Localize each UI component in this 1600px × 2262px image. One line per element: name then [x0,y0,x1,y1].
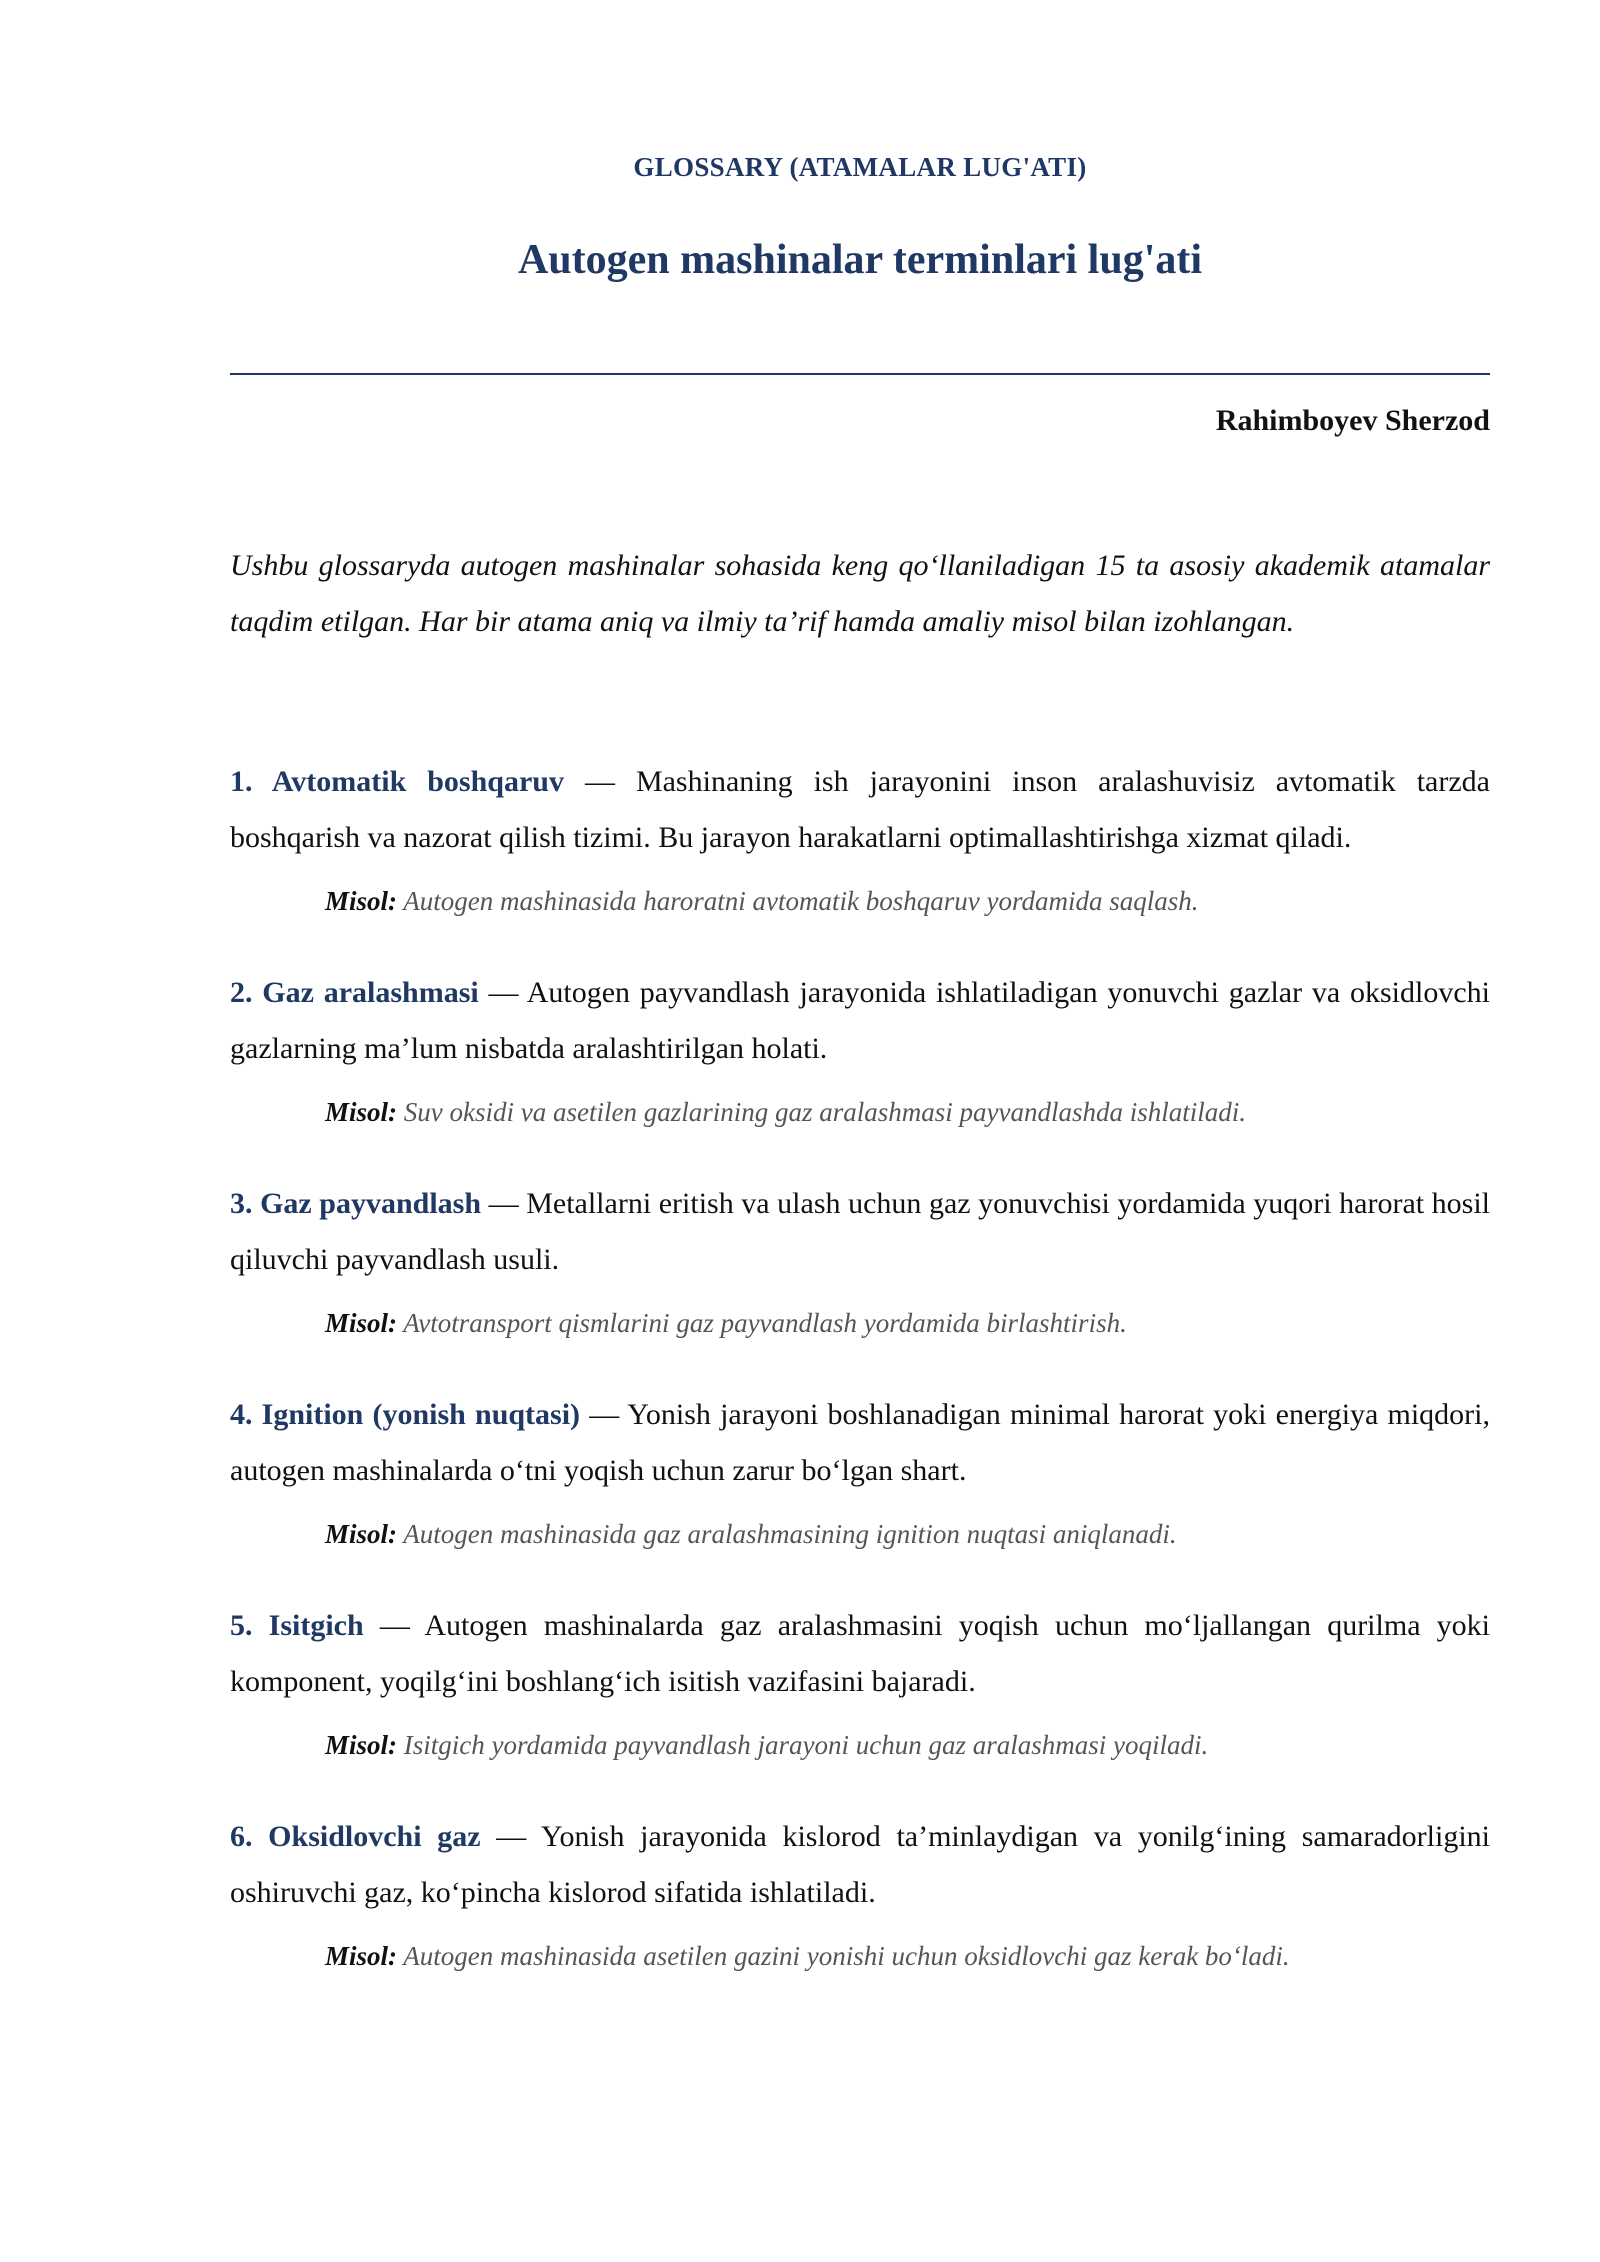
entry-term: 4. Ignition (yonish nuqtasi) [230,1398,581,1431]
entry-dash: — [580,1398,628,1431]
glossary-entry [230,1387,1490,1598]
entry-example [325,886,1199,917]
document-title: Autogen mashinalar terminlari lug'ati [517,237,1203,283]
glossary-entry [230,965,1490,1176]
example-label: Misol: [325,1941,398,1971]
entry-definition: Yonish jarayoni boshlanadigan minimal harorat yoki energiya miqdori, autogen mashinalarda o‘tni yoqish uchun zarur bo‘lgan shart. [230,1398,1491,1487]
intro-paragraph: Ushbu glossaryda autogen mashinalar sohasida keng qo‘llaniladigan 15 ta asosiy akademik atamalar taqdim etilgan. Har bir atama aniq va ilmiy ta’rif hamda amaliy misol bilan izohlangan. [230,549,1490,638]
entry-dash: — [363,1609,425,1642]
glossary-entry [230,1176,1490,1387]
example-label: Misol: [325,1308,398,1338]
glossary-entry [230,1809,1490,2020]
entry-definition-paragraph [230,754,1490,866]
entry-example [325,1941,1290,1972]
example-text: Autogen mashinasida haroratni avtomatik boshqaruv yordamida saqlash. [403,886,1199,916]
example-label: Misol: [325,1097,398,1127]
example-text: Suv oksidi va asetilen gazlarining gaz aralashmasi payvandlashda ishlatiladi. [403,1097,1246,1127]
entry-definition-paragraph [230,1387,1490,1499]
glossary-entry [230,1598,1490,1809]
glossary-entry [230,754,1490,965]
entry-example [325,1308,1127,1339]
title-divider [230,373,1490,375]
entry-definition: Metallarni eritish va ulash uchun gaz yonuvchisi yordamida yuqori harorat hosil qiluvchi payvandlash usuli. [230,1187,1491,1276]
example-label: Misol: [325,1730,398,1760]
example-label: Misol: [325,1519,398,1549]
entry-term: 1. Avtomatik boshqaruv [230,765,564,798]
author-name: Rahimboyev Sherzod [1215,404,1490,437]
entry-definition-paragraph [230,1809,1490,1921]
entry-definition: Autogen mashinalarda gaz aralashmasini yoqish uchun mo‘ljallangan qurilma yoki komponent, yoqilg‘ini boshlang‘ich isitish vazifasini bajaradi. [230,1609,1490,1698]
example-text: Autogen mashinasida gaz aralashmasining ignition nuqtasi aniqlanadi. [403,1519,1177,1549]
entry-definition: Yonish jarayonida kislorod ta’minlaydigan va yonilg‘ining samaradorligini oshiruvchi gaz, ko‘pincha kislorod sifatida ishlatiladi. [230,1820,1491,1909]
entry-definition: Autogen payvandlash jarayonida ishlatiladigan yonuvchi gazlar va oksidlovchi gazlarning ma’lum nisbatda aralashtirilgan holati. [230,976,1490,1065]
example-text: Avtotransport qismlarini gaz payvandlash yordamida birlashtirish. [403,1308,1127,1338]
entry-example [325,1519,1177,1550]
document-supertitle: GLOSSARY (ATAMALAR LUG'ATI) [633,152,1087,182]
entry-example [325,1097,1246,1128]
entry-dash: — [481,1187,527,1220]
entry-example [325,1730,1208,1761]
entry-definition-paragraph [230,1176,1490,1288]
example-label: Misol: [325,886,398,916]
entry-term: 6. Oksidlovchi gaz [230,1820,481,1853]
entry-dash: — [480,1820,541,1853]
entry-term: 2. Gaz aralashmasi [230,976,479,1009]
entry-definition: Mashinaning ish jarayonini inson aralashuvisiz avtomatik tarzda boshqarish va nazorat qilish tizimi. Bu jarayon harakatlarni optimallashtirishga xizmat qiladi. [230,765,1490,854]
entry-term: 3. Gaz payvandlash [230,1187,482,1220]
entry-term: 5. Isitgich [230,1609,364,1642]
example-text: Autogen mashinasida asetilen gazini yonishi uchun oksidlovchi gaz kerak bo‘ladi. [403,1941,1290,1971]
entry-definition-paragraph [230,965,1490,1077]
example-text: Isitgich yordamida payvandlash jarayoni uchun gaz aralashmasi yoqiladi. [403,1730,1209,1760]
entry-definition-paragraph [230,1598,1490,1710]
glossary-entries [230,754,1490,2020]
entry-dash: — [563,765,636,798]
entry-dash: — [478,976,527,1009]
